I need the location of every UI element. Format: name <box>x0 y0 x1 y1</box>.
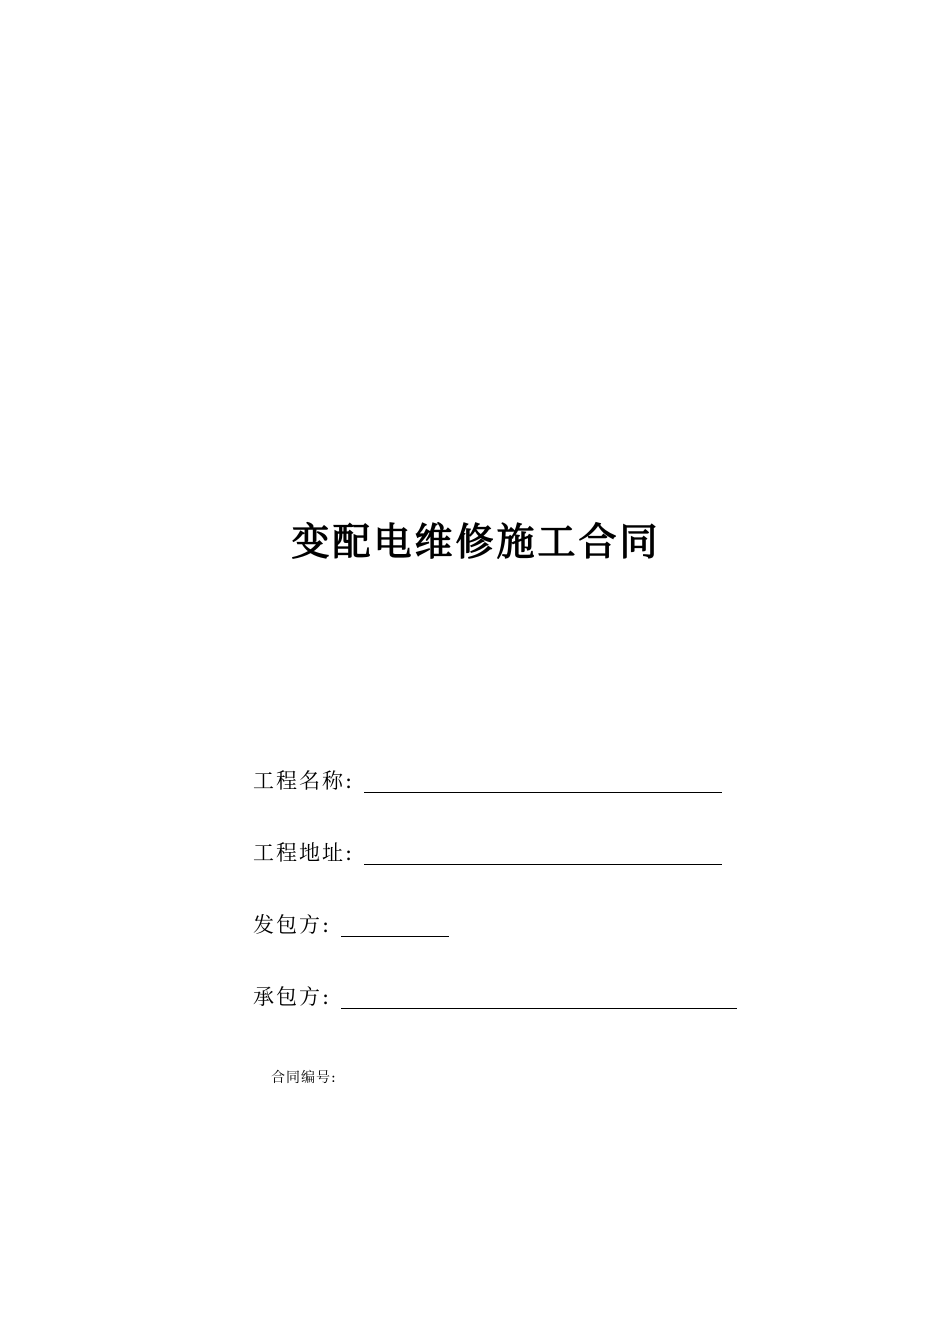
issuer-field <box>253 906 449 938</box>
project-name-field <box>253 762 722 794</box>
document-title: 变配电维修施工合同 <box>291 520 661 564</box>
issuer-label: 发包方: <box>253 913 332 937</box>
project-name-label: 工程名称: <box>253 769 355 793</box>
project-name-blank-line <box>364 770 722 793</box>
project-address-field <box>253 834 722 866</box>
project-address-blank-line <box>364 842 722 865</box>
contractor-field <box>253 978 737 1010</box>
project-address-label: 工程地址: <box>253 841 355 865</box>
issuer-blank-line <box>341 914 449 937</box>
contract-number-label: 合同编号: <box>271 1070 337 1086</box>
contractor-label: 承包方: <box>253 985 332 1009</box>
contractor-blank-line <box>341 986 737 1009</box>
